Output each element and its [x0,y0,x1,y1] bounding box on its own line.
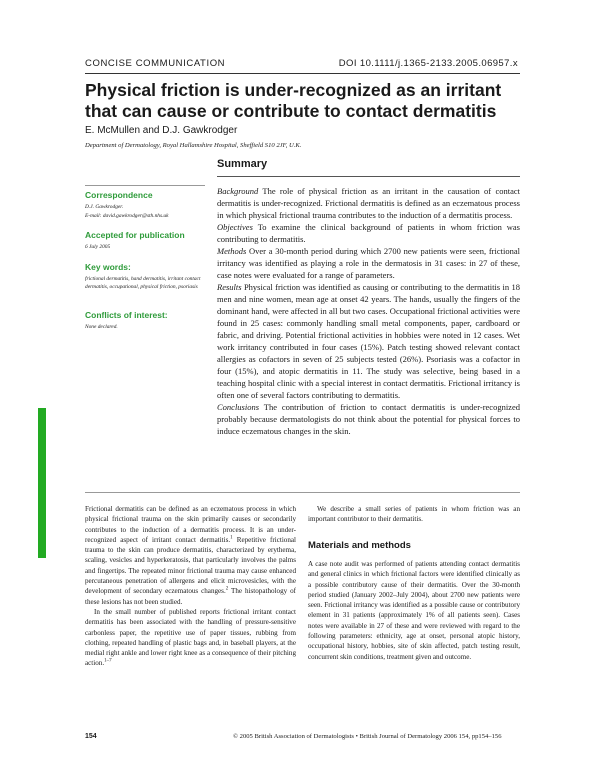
correspondence-email[interactable]: E-mail: david.gawkrodger@sth.nhs.uk [85,213,169,219]
citation-ref[interactable]: 1–7 [104,659,112,665]
conclusions-label: Conclusions [217,402,260,412]
abstract [217,185,520,437]
conflicts-heading: Conflicts of interest: [85,310,168,320]
abstract-background [217,185,520,221]
body-divider [85,492,520,493]
intro-p1-part2: Repetitive frictional trauma to the skin can produce dermatitis, characterized by erythema, scaling, vesicles and hyperkeratosis, that particularly involves the palms and fingertips. The repeated minor frictional trauma may cause enhanced percutaneous penetration of allergens and elicit microvesicles, with the development of secondary eczematous changes. [85,535,296,596]
conflicts-text: None declared. [85,324,118,330]
body-column-right-intro [308,504,520,525]
methods-label: Methods [217,246,247,256]
citation-ref[interactable]: 1 [230,535,233,541]
background-label: Background [217,186,259,196]
intro-p2-text: In the small number of published reports frictional irritant contact dermatitis has been associated with the handling of pressure-sensitive carbonless paper, the repetitive use of paper tissues, rubbing from clothing, repeated handling of plastic bags and, in baseball players, at the medial right ankle and lower right knee as a consequence of their pitching action. [85,607,296,668]
abstract-objectives [217,221,520,245]
section-label: CONCISE COMMUNICATION [85,58,226,69]
authors: E. McMullen and D.J. Gawkrodger [85,125,238,136]
body-column-right [308,559,520,662]
background-text: The role of physical friction as an irritant in the causation of contact dermatitis is under-recognized. Frictional dermatitis is defined as an eczematous process in which physical frictional trauma contributes to the induction of a dermatitis process. [217,186,520,220]
objectives-label: Objectives [217,222,253,232]
header-divider [85,73,520,74]
summary-divider [217,176,520,177]
methods-text: Over a 30-month period during which 2700 new patients were seen, frictional irritancy was identified as playing a role in the dermatosis in 31 cases: in 27 of these, case notes were evaluated for a range of parameters. [217,246,521,280]
article-title: Physical friction is under-recognized as an irritant that can cause or contribute to contact dermatitis [85,80,502,121]
conclusions-text: The contribution of friction to contact dermatitis is under-recognized probably because dermatologists do not think about the potential for physical forces to induce eczematous changes in the skin. [217,402,520,436]
abstract-results [217,281,520,401]
keywords-heading: Key words: [85,262,131,272]
objectives-text: To examine the clinical background of patients in whom friction was contributing to dermatitis. [217,222,520,244]
accepted-heading: Accepted for publication [85,230,185,240]
footer-copyright: © 2005 British Association of Dermatologists • British Journal of Dermatology 2006 154, pp154–156 [233,733,502,740]
doi[interactable]: DOI 10.1111/j.1365-2133.2005.06957.x [338,58,518,69]
intro-paragraph-1 [85,504,296,607]
accent-bar [38,408,46,558]
results-label: Results [217,282,242,292]
results-text: Physical friction was identified as causing or contributing to the dermatitis in 18 men and nine women, mean age at onset 42 years. The hands, usually the fingers of the dominant hand, were affected in all but two cases. Occupational frictional activities were found in 25 cases: commonly handling small metal components, paper, cardboard or fabric, and driving. Potential frictional activities in hobbies were noted in 12 cases. Wet work irritancy contributed in four cases (15%). Patch testing showed relevant contact allergies as cofactors in seven of 25 subjects tested (26%). Psoriasis was a cofactor in four (15%), and atopic dermatitis in 11. The study was selective, being based in a teaching hospital clinic with a special interest in contact dermatitis. Frictional irritancy is often one of several factors contributing to dermatitis. [217,282,520,400]
sidebar-divider [85,185,205,186]
abstract-conclusions [217,401,520,437]
citation-ref[interactable]: 2 [225,587,229,593]
summary-heading: Summary [217,158,268,170]
correspondence-name: D.J. Gawkrodger. [85,204,124,210]
accepted-date: 6 July 2005 [85,244,111,250]
intro-paragraph-3: We describe a small series of patients in whom friction was an important contributor to their dermatitis. [308,505,520,524]
page-number: 154 [85,733,97,740]
keywords: frictional dermatitis, hand dermatitis, irritant contact dermatitis, occupational, physical friction, psoriasis [85,276,201,290]
body-column-left [85,504,296,669]
intro-p1-part1: Frictional dermatitis can be defined as an eczematous process in which physical frictional trauma on the skin primarily causes or secondarily contributes to the induction of a dermatitis process. It is an under-recognized aspect of irritant contact dermatitis. [85,505,296,544]
materials-methods-heading: Materials and methods [308,540,411,551]
intro-p1-part3: The histopathology of these lesions has not been studied. [85,587,296,606]
correspondence-heading: Correspondence [85,190,153,200]
methods-paragraph: A case note audit was performed of patients attending contact dermatitis and general clinics in which frictional factors were identified clinically as a possible contributory cause of their dermatitis. Over the 30-month period studied (January 2002–July 2004), about 2700 new patients were seen. Frictional irritancy was identified as a possible cause or contributory element in 31 patients (approximately 1% of all patients seen). Cases notes were available in 27 of these and were reviewed with regard to the following parameters: ethnicity, age at onset, personal atopic history, occupational history, hobbies, site of skin affected, patch testing result, concurrent skin conditions, treatment given and outcome. [308,560,520,661]
affiliation: Department of Dermatology, Royal Hallamshire Hospital, Sheffield S10 2JF, U.K. [85,142,302,149]
intro-paragraph-2 [85,607,296,669]
abstract-methods [217,245,520,281]
